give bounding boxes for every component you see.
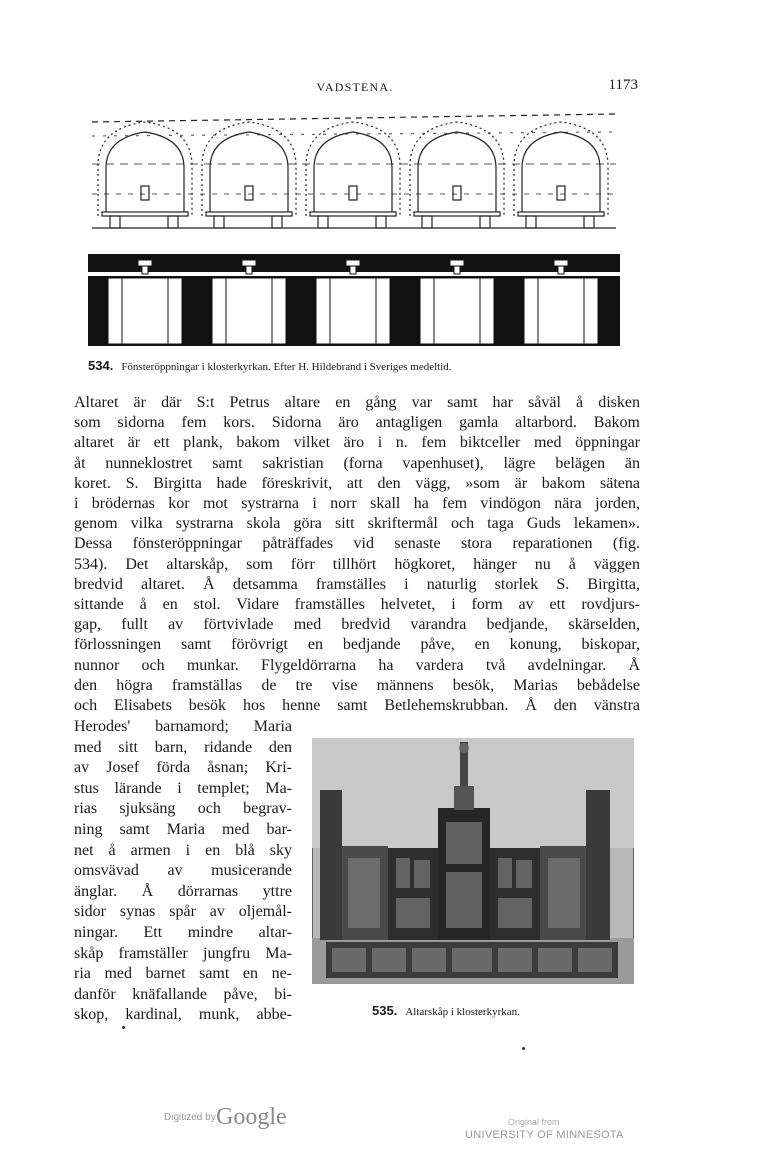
running-header-title: VADSTENA. — [316, 80, 394, 94]
text-line: skop, kardinal, munk, abbe- — [74, 1006, 292, 1024]
elevation-drawing — [92, 114, 616, 228]
text-line: stus lärande i templet; Ma- — [74, 779, 292, 797]
text-line: bredvid altaret. Å detsamma framställes i naturlig storlek S. Birgitta, — [74, 575, 640, 593]
text-line: förlossningen samt förövrigt en bedjande påve, en konung, biskopar, — [74, 636, 640, 654]
text-line: och Elisabets besök hos henne samt Betlehemskrubban. Å den vänstra — [74, 697, 640, 715]
arch-windows — [98, 122, 608, 228]
text-line: med sitt barn, ridande den — [74, 738, 292, 756]
figure-535-caption-text: Altarskåp i klosterkyrkan. — [405, 1006, 520, 1018]
text-line: skåp framställer jungfru Ma- — [74, 944, 292, 962]
text-line: koret. S. Birgitta hade föreskrivit, att den vägg, »som är bakom sätena — [74, 474, 640, 492]
figure-534-caption — [88, 358, 648, 373]
figure-535-altarpiece-photo — [312, 738, 634, 984]
text-line: Herodes' barnamord; Maria — [74, 718, 292, 735]
body-text-narrow-column — [74, 717, 292, 1026]
body-text-full-width — [74, 393, 640, 716]
google-logo: Google — [216, 1104, 287, 1130]
text-line: omsvävad av musicerande — [74, 862, 292, 880]
text-line: rias sjuksäng och begrav- — [74, 800, 292, 818]
text-line: genom vilka systrarna skola göra sitt skriftermål och taga Guds lekamen». — [74, 515, 640, 533]
original-from-label: Original from — [508, 1117, 560, 1127]
figure-534-window-openings — [88, 108, 620, 348]
ink-speck — [122, 1026, 125, 1029]
institution-label: UNIVERSITY OF MINNESOTA — [465, 1129, 624, 1141]
text-line: ning samt Maria med bar- — [74, 820, 292, 838]
text-line: ria med barnet samt en ne- — [74, 965, 292, 983]
text-line: sittande å en stol. Vidare framställes helvetet, i form av ett rovdjurs- — [74, 596, 640, 614]
text-line: den högra framställas de tre vise männens besök, Marias bebådelse — [74, 676, 640, 694]
digitized-by-label: Digitized by — [164, 1112, 216, 1123]
page-number: 1173 — [608, 77, 638, 93]
text-line: i brödernas kor mot systrarna i norr skall ha fem vindögon nära jorden, — [74, 495, 640, 513]
text-line: net å armen i en blå sky — [74, 841, 292, 859]
ink-speck — [522, 1047, 525, 1050]
text-line: som sidorna fem kors. Sidorna äro antagligen gamla altarbord. Bakom — [74, 414, 640, 432]
text-line: ningar. Ett mindre altar- — [74, 923, 292, 941]
text-line: altaret är ett plank, bakom vilket äro i n. fem biktceller med öppningar — [74, 434, 640, 452]
plan-drawing — [88, 254, 620, 346]
text-line: änglar. Å dörrarnas yttre — [74, 882, 292, 900]
text-line: åt nunneklostret samt sakristian (forna vapenhuset), lägre belägen än — [74, 454, 640, 472]
text-line: Dessa fönsteröppningar påträffades vid senaste stora reparationen (fig. — [74, 535, 640, 553]
figure-535-number: 535. — [372, 1003, 398, 1018]
figure-534-number: 534. — [88, 358, 114, 373]
text-line: danför knäfallande påve, bi- — [74, 985, 292, 1003]
text-line: av Josef förda åsnan; Kri- — [74, 759, 292, 777]
figure-534-caption-text: Fönsteröppningar i klosterkyrkan. Efter H. Hildebrand i Sveriges medeltid. — [121, 361, 452, 373]
figure-535-caption — [372, 1003, 520, 1018]
text-line: 534). Det altarskåp, som förr tillhört högkoret, hänger nu å väggen — [74, 555, 640, 573]
text-line: sidor synas spår av oljemål- — [74, 903, 292, 921]
text-line: Altaret är där S:t Petrus altare en gång var samt har såväl å disken — [74, 394, 640, 411]
text-line: gap, fullt av förtvivlade med bredvid varandra bedjande, skärselden, — [74, 616, 640, 634]
text-line: nunnor och munkar. Flygeldörrarna ha vardera två avdelningar. Å — [74, 656, 640, 674]
